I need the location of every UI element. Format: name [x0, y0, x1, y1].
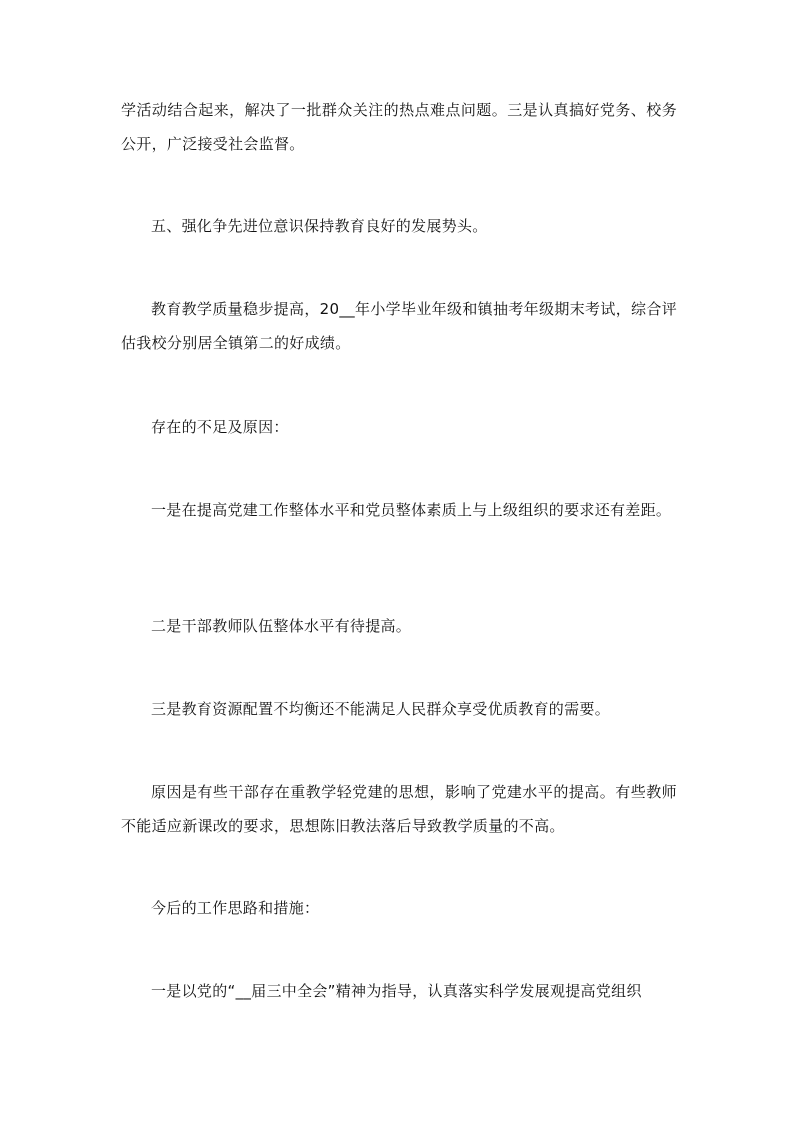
heading-shortcomings: 存在的不足及原因： — [151, 418, 289, 436]
shortcoming-one: 一是在提高党建工作整体水平和党员整体素质上与上级组织的要求还有差距。 — [151, 501, 672, 519]
section-heading-five: 五、强化争先进位意识保持教育良好的发展势头。 — [151, 217, 488, 235]
shortcoming-two: 二是干部教师队伍整体水平有待提高。 — [151, 617, 412, 635]
measure-one: 一是以党的“__届三中全会”精神为指导，认真落实科学发展观提高党组织 — [151, 982, 642, 1000]
paragraph-reasons: 原因是有些干部存在重教学轻党建的思想，影响了党建水平的提高。有些教师不能适应新课改的要求，思想陈旧教法落后导致教学质量的不高。 — [121, 783, 677, 835]
paragraph-continuation: 学活动结合起来，解决了一批群众关注的热点难点问题。三是认真搞好党务、校务公开，广泛接受社会监督。 — [121, 101, 677, 153]
paragraph-teaching-quality: 教育教学质量稳步提高，20__年小学毕业年级和镇抽考年级期末考试，综合评估我校分别居全镇第二的好成绩。 — [121, 300, 677, 352]
heading-future-measures: 今后的工作思路和措施： — [151, 899, 320, 917]
shortcoming-three: 三是教育资源配置不均衡还不能满足人民群众享受优质教育的需要。 — [151, 700, 611, 718]
